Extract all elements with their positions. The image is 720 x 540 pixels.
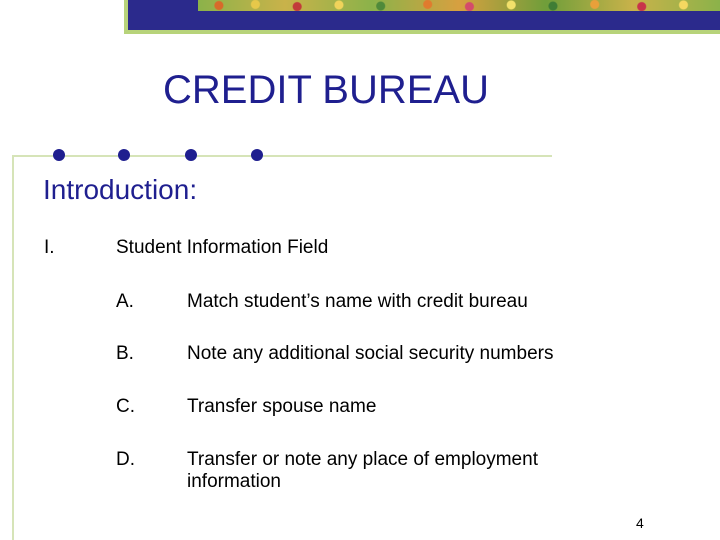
subitem-text: Transfer or note any place of employment [187, 449, 538, 470]
divider-dot-3 [185, 149, 197, 161]
subitem-marker: B. [116, 343, 134, 364]
outline-label: Student Information Field [116, 237, 329, 258]
section-heading: Introduction: [43, 174, 198, 205]
page-number: 4 [636, 515, 644, 531]
subitem-text: Transfer spouse name [187, 396, 377, 417]
divider-dot-2 [118, 149, 130, 161]
subitem-text: Note any additional social security numbers [187, 343, 554, 364]
divider-dot-1 [53, 149, 65, 161]
outline-marker: I. [44, 237, 55, 258]
title-divider-rule [12, 155, 552, 157]
subitem-text: Match student’s name with credit bureau [187, 291, 528, 312]
left-vertical-rule [12, 155, 14, 540]
subitem-marker: D. [116, 449, 135, 470]
divider-dot-4 [251, 149, 263, 161]
slide-title: CREDIT BUREAU [163, 68, 489, 112]
header-navy-stripe [198, 11, 720, 30]
header-flower-image [198, 0, 720, 11]
subitem-marker: C. [116, 396, 135, 417]
subitem-marker: A. [116, 291, 134, 312]
header-navy-block [128, 0, 198, 30]
subitem-text-continuation: information [187, 471, 281, 492]
